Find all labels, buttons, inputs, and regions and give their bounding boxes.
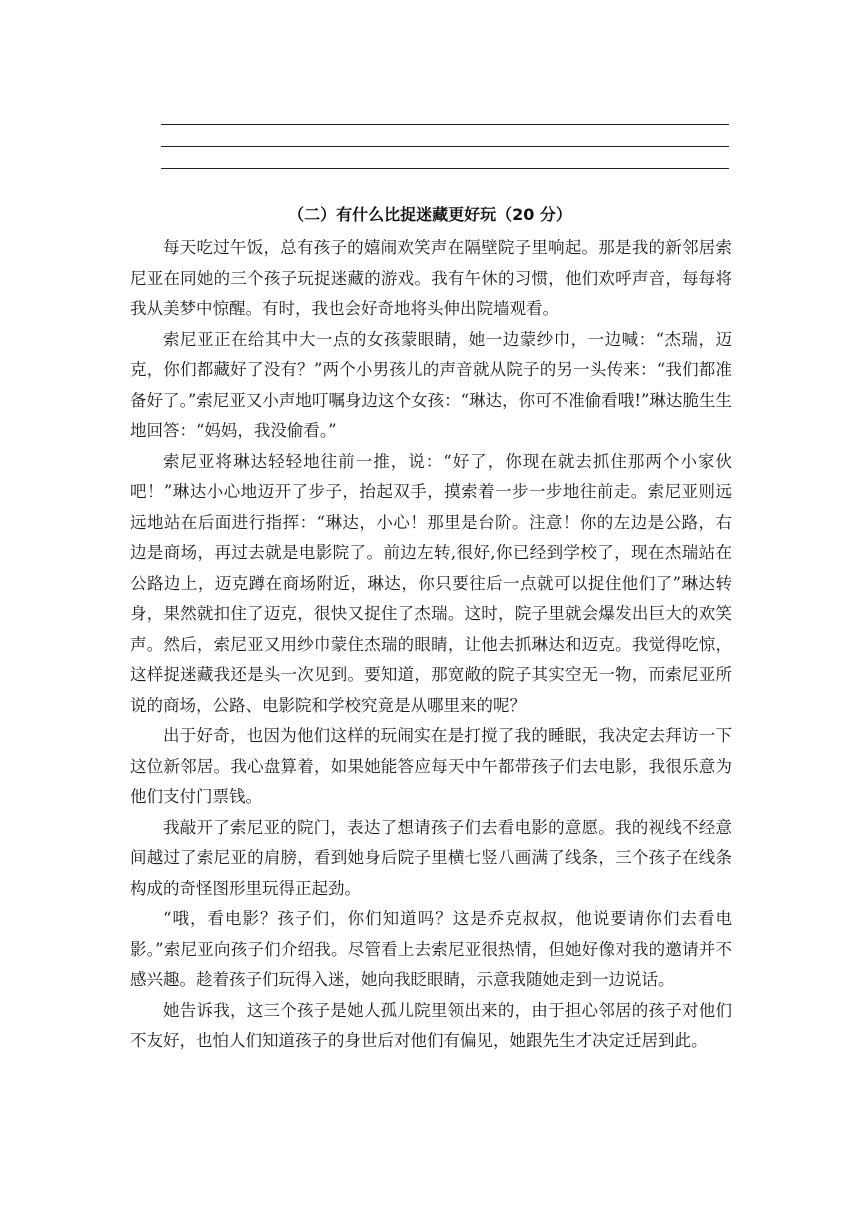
paragraph: 索尼亚正在给其中大一点的女孩蒙眼睛，她一边蒙纱巾，一边喊：“杰瑞，迈克，你们都藏好了没有？”两个小男孩儿的声音就从院子的另一头传来：“我们都准备好了。”索尼亚又小声地叮嘱身边这个女孩：“琳达，你可不准偷看哦!”琳达脆生生地回答：“妈妈，我没偷看。”: [130, 329, 732, 440]
paragraph: 每天吃过午饭，总有孩子的嬉闹欢笑声在隔壁院子里响起。那是我的新邻居索尼亚在同她的三个孩子玩捉迷藏的游戏。我有午休的习惯，他们欢呼声音，每每将我从美梦中惊醒。有时，我也会好奇地将头伸出院墙观看。: [130, 238, 732, 318]
paragraph: 我敲开了索尼亚的院门，表达了想请孩子们去看电影的意愿。我的视线不经意间越过了索尼亚的肩膀，看到她身后院子里横七竖八画满了线条，三个孩子在线条构成的奇怪图形里玩得正起劲。: [130, 817, 732, 898]
answer-lines: [161, 124, 729, 190]
answer-line: [161, 124, 729, 125]
paragraph: “哦，看电影？孩子们，你们知道吗？这是乔克叔叔，他说要请你们去看电影。”索尼亚向孩子们介绍我。尽管看上去索尼亚很热情，但她好像对我的邀请并不感兴趣。趁着孩子们玩得入迷，她向我眨眼睛，示意我随她走到一边说话。: [130, 909, 732, 989]
answer-line: [161, 168, 729, 169]
paragraph: 出于好奇，也因为他们这样的玩闹实在是打搅了我的睡眠，我决定去拜访一下这位新邻居。我心盘算着，如果她能答应每天中午都带孩子们去电影，我很乐意为他们支付门票钱。: [130, 726, 732, 806]
paragraph: 索尼亚将琳达轻轻地往前一推，说：“好了，你现在就去抓住那两个小家伙吧！”琳达小心地迈开了步子，抬起双手，摸索着一步一步地往前走。索尼亚则远远地站在后面进行指挥：“琳达，小心！那里是台阶。注意！你的左边是公路，右边是商场，再过去就是电影院了。前边左转,很好,你已经到学校了，现在杰瑞站在公路边上，迈克蹲在商场附近，琳达，你只要往后一点就可以捉住他们了”琳达转身，果然就扣住了迈克，很快又捉住了杰瑞。这时，院子里就会爆发出巨大的欢笑声。然后，索尼亚又用纱巾蒙住杰瑞的眼睛，让他去抓琳达和迈克。我觉得吃惊，这样捉迷藏我还是头一次见到。要知道，那宽敞的院子其实空无一物，而索尼亚所说的商场，公路、电影院和学校究竟是从哪里来的呢？: [130, 451, 732, 715]
paragraph: 她告诉我，这三个孩子是她人孤儿院里领出来的，由于担心邻居的孩子对他们不友好，也怕人们知道孩子的身世后对他们有偏见，她跟先生才决定迁居到此。: [130, 1000, 732, 1050]
reading-passage: [130, 233, 732, 1057]
answer-line: [161, 146, 729, 147]
section-title: （二）有什么比捉迷藏更好玩（20 分）: [288, 205, 572, 224]
